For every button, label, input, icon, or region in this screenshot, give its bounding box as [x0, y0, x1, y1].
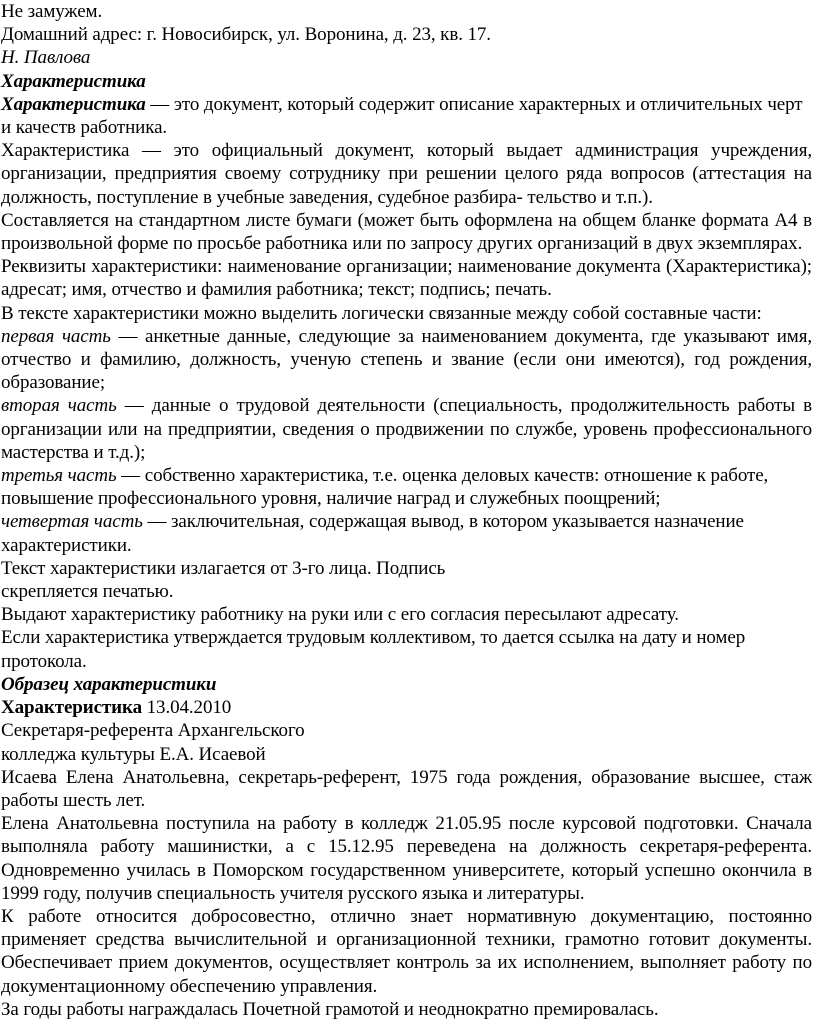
definition-text: — это документ, который содержит описание характерных и отличительных черт и качеств работника.: [1, 93, 803, 139]
part-fourth-text: — заключительная, содержащая вывод, в котором указывается назначение характеристики.: [1, 511, 744, 556]
requisites-paragraph: Реквизиты характеристики: наименование организации; наименование документа (Характеристика); адресат; имя, отчество и фамилия работника; текст; подпись; печать.: [1, 256, 812, 301]
signature-name: Н. Павлова: [1, 47, 91, 69]
part-third: [1, 464, 812, 510]
definition-term: Характеристика: [1, 93, 146, 115]
delivery-rule: Выдают характеристику работнику на руки или с его согласия пересылают адресату.: [1, 604, 679, 626]
section-title: Характеристика: [1, 70, 146, 92]
part-third-text: — собственно характеристика, т.е. оценка деловых качеств: отношение к работе, повышение профессионального уровня, наличие наград и служебных поощрений;: [1, 465, 769, 510]
part-fourth-label: четвертая часть: [1, 511, 143, 533]
third-person-rule-line2: скрепляется печатью.: [1, 581, 174, 603]
format-paragraph: Составляется на стандартном листе бумаги (может быть оформлена на общем бланке формата А4 в произвольной форме по просьбе работника или по запросу других организаций в двух экземплярах.: [1, 209, 812, 255]
part-fourth: [1, 510, 812, 556]
official-document-paragraph: Характеристика — это официальный документ, который выдает администрация учреждения, организации, предприятия своему сотруднику при решении целого ряда вопросов (аттестация на должность, поступление в учебные заведения, судебное разбира- тельство и т.п.).: [1, 140, 812, 208]
part-third-label: третья часть: [1, 465, 117, 487]
sample-profile-paragraph: Исаева Елена Анатольевна, секретарь-референт, 1975 года рождения, образование высшее, стаж работы шесть лет.: [1, 766, 812, 811]
third-person-rule-line1: Текст характеристики излагается от 3-го лица. Подпись: [1, 557, 446, 579]
home-address: Домашний адрес: г. Новосибирск, ул. Воронина, д. 23, кв. 17.: [1, 24, 491, 46]
sample-career-paragraph: Елена Анатольевна поступила на работу в колледж 21.05.95 после курсовой подготовки. Сначала выполняла работу машинистки, а с 15.12.95 переведена на должность секретаря-референта. Одновременно училась в Поморском государственном университете, который успешно окончила в 1999 году, получив специальность учителя русского языка и литературы.: [1, 813, 812, 904]
part-first-label: первая часть: [1, 325, 111, 347]
part-first: [1, 325, 812, 395]
sample-doc-date: 13.04.2010: [142, 697, 232, 719]
parts-intro-paragraph: В тексте характеристики можно выделить логически связанные между собой составные части:: [1, 302, 762, 324]
sample-awards-paragraph: За годы работы награждалась Почетной грамотой и неоднократно премировалась.: [1, 998, 659, 1020]
sample-subject-line2: колледжа культуры Е.А. Исаевой: [1, 743, 266, 765]
sample-attitude-paragraph: К работе относится добросовестно, отлично знает нормативную документацию, постоянно применяет средства вычислительной и организационной техники, грамотно готовит документы. Обеспечивает прием документов, осуществляет контроль за их исполнением, выполняет работу по документационному обеспечению управления.: [1, 905, 812, 997]
approval-rule: Если характеристика утверждается трудовым коллективом, то дается ссылка на дату и номер протокола.: [1, 627, 746, 672]
definition-paragraph: [1, 93, 812, 139]
sample-title-line: [1, 696, 812, 719]
part-first-text: — анкетные данные, следующие за наименованием документа, где указывают имя, отчество и фамилию, должность, ученую степень и звание (если они имеются), год рождения, образование;: [1, 325, 812, 394]
sample-heading: Образец характеристики: [1, 673, 217, 695]
part-second: [1, 394, 812, 464]
part-second-label: вторая часть: [1, 395, 117, 417]
part-second-text: — данные о трудовой деятельности (специальность, продолжительность работы в организации или на предприятии, сведения о продвижении по службе, уровень профессионального мастерства и т.д.);: [1, 395, 813, 463]
sample-subject-line1: Секретаря-референта Архангельского: [1, 720, 305, 742]
sample-doc-title: Характеристика: [1, 697, 142, 719]
marital-status: Не замужем.: [1, 1, 103, 22]
